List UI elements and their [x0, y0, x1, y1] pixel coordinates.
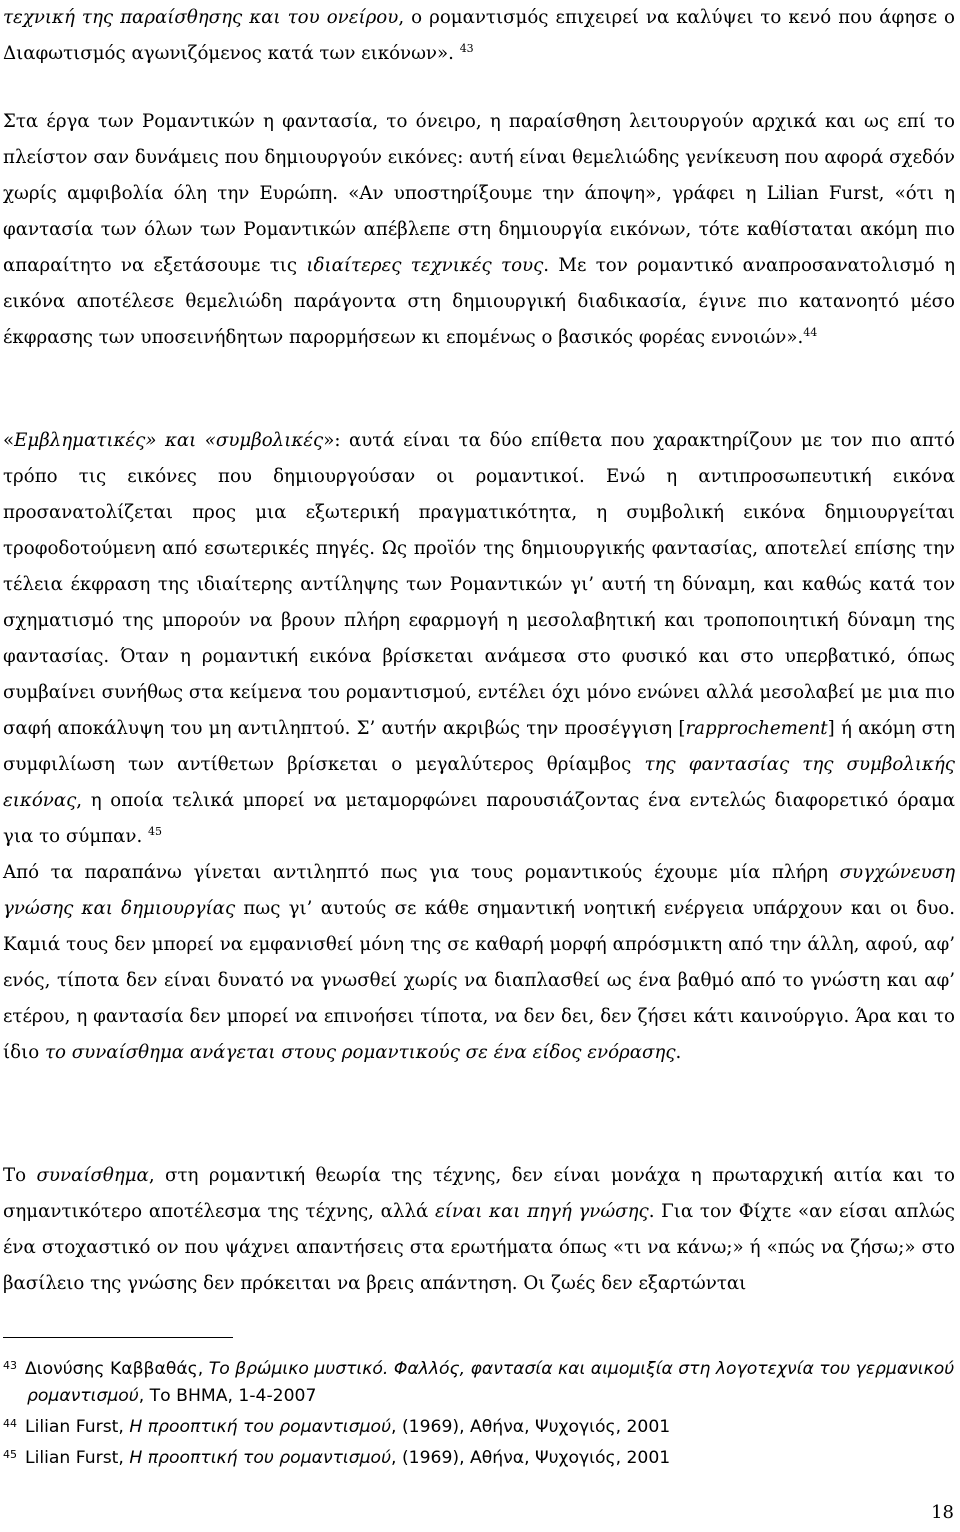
italic-text: Εμβληματικές» και «συμβολικές — [14, 430, 324, 451]
footnote-ref[interactable]: 43 — [459, 42, 474, 55]
footnote-separator — [3, 1337, 233, 1338]
paragraph-4 — [3, 855, 955, 1071]
italic-text: Η προοπτική του ρομαντισμού — [129, 1417, 392, 1437]
text: . Με τον ρομαντικό αναπροσανατολισμό η εικόνα αποτέλεσε θεμελιώδη παράγοντα στη δημιουργική διαδικασία, έγινε πιο κατανοητό μέσο έκφρασης των υποσεινήδητων παρορμήσεων κι επομένως ο βασικός φορέας εννοιών». — [3, 255, 955, 348]
text: ] ή ακόμη στη συμφιλίωση των αντίθετων βρίσκεται ο μεγαλύτερος θρίαμβος — [3, 718, 955, 775]
text: , ο ρομαντισμός επιχειρεί να καλύψει το κενό που άφησε ο Διαφωτισμός αγωνιζόμενος κατά των εικόνων». — [3, 7, 955, 64]
italic-text: της φαντασίας της συμβολικής εικόνας — [3, 754, 955, 811]
text: Από τα παραπάνω γίνεται αντιληπτό πως για τους ρομαντικούς έχουμε μία πλήρη — [3, 862, 840, 883]
text: Lilian Furst, — [25, 1448, 130, 1468]
footnote-45 — [3, 1441, 955, 1472]
footnote-number: 45 — [3, 1448, 17, 1461]
text: , (1969), Αθήνα, Ψυχογιός, 2001 — [391, 1448, 671, 1468]
text: , η οποία τελικά μπορεί να μεταμορφώνει παρουσιάζοντας ένα εντελώς διαφορετικό όραμα για το σύμπαν. — [3, 790, 955, 847]
footnotes — [3, 1352, 955, 1472]
paragraph-2 — [3, 104, 955, 356]
paragraph-5 — [3, 1158, 955, 1302]
paragraph-3 — [3, 423, 955, 855]
page-number: 18 — [931, 1502, 954, 1523]
text: . Για τον Φίχτε «αν είσαι απλώς ένα στοχαστικό ον που ψάχνει απαντήσεις στα ερωτήματα όπως «τι να κάνω;» ή «πώς να ζήσω;» στο βασίλειο της γνώσης δεν πρόκειται να βρεις απάντηση. Οι ζωές δεν εξαρτώνται — [3, 1201, 955, 1294]
italic-text: rapprochement — [685, 718, 828, 739]
footnote-ref[interactable]: 44 — [803, 326, 818, 339]
footnote-44 — [3, 1410, 955, 1441]
footnote-number: 44 — [3, 1417, 17, 1430]
footnote-43 — [3, 1352, 955, 1410]
italic-text: Το βρώμικο μυστικό. Φαλλός, φαντασία και αιμομιξία στη λογοτεχνία του γερμανικού ρομαντισμού — [27, 1359, 955, 1406]
text: , (1969), Αθήνα, Ψυχογιός, 2001 — [391, 1417, 671, 1437]
text: . — [675, 1042, 682, 1063]
text: , Το ΒΗΜΑ, 1-4-2007 — [138, 1386, 317, 1406]
italic-text: το συναίσθημα ανάγεται στους ρομαντικούς σε ένα είδος ενόρασης — [44, 1042, 676, 1063]
italic-text: τεχνική της παραίσθησης και του ονείρου — [3, 7, 399, 28]
text: Στα έργα των Ρομαντικών η φαντασία, το όνειρο, η παραίσθηση λειτουργούν αρχικά και ως επί το πλείστον σαν δυνάμεις που δημιουργούν εικόνες: αυτή είναι θεμελιώδης γενίκευση που αφορά σχεδόν χωρίς αμφιβολία όλη την Ευρώπη. «Αν υποστηρίξουμε την άποψη», γράφει η Lilian Furst, «ότι η φαντασία των όλων των Ρομαντικών απέβλεπε στη δημιουργία εικόνων, τότε καθίσταται ακόμη πιο απαραίτητο να εξετάσουμε τις — [3, 111, 955, 276]
footnote-ref[interactable]: 45 — [148, 825, 163, 838]
text: Lilian Furst, — [25, 1417, 130, 1437]
text: Διονύσης Καββαθάς, — [25, 1359, 209, 1379]
italic-text: Η προοπτική του ρομαντισμού — [129, 1448, 392, 1468]
text: Το — [3, 1165, 37, 1186]
footnote-number: 43 — [3, 1359, 17, 1372]
italic-text: είναι και πηγή γνώσης — [434, 1201, 649, 1222]
text: »: αυτά είναι τα δύο επίθετα που χαρακτηρίζουν με τον πιο απτό τρόπο τις εικόνες που δημιουργούσαν οι ρομαντικοί. Ενώ η αντιπροσωπευτική εικόνα προσανατολίζεται προς μια εξωτερική πραγματικότητα, η συμβολική εικόνα δημιουργείται τροφοδοτούμενη από εσωτερικές πηγές. Ως προϊόν της δημιουργικής φαντασίας, αποτελεί επίσης την τέλεια έκφραση της ιδιαίτερης αντίληψης των Ρομαντικών γι’ αυτή τη δύναμη, και καθώς κατά τον σχηματισμό της μπορούν να βρουν πλήρη εφαρμογή η μεσολαβητική και τροποποιητική δύναμη της φαντασίας. Όταν η ρομαντική εικόνα βρίσκεται ανάμεσα στο φυσικό και στο υπερβατικό, όπως συμβαίνει συνήθως στα κείμενα του ρομαντισμού, εντέλει όχι μόνο ενώνει αλλά μεσολαβεί με μια πιο σαφή αποκάλυψη του μη αντιληπτού. Σ’ αυτήν ακριβώς την προσέγγιση [ — [3, 430, 955, 739]
paragraph-1 — [3, 0, 955, 72]
text: , στη ρομαντική θεωρία της τέχνης, δεν είναι μονάχα η πρωταρχική αιτία και το σημαντικότερο αποτέλεσμα της τέχνης, αλλά — [3, 1165, 955, 1222]
italic-text: ιδιαίτερες τεχνικές τους — [306, 255, 544, 276]
text: πως γι’ αυτούς σε κάθε σημαντική νοητική ενέργεια υπάρχουν και οι δυο. Καμιά τους δεν μπορεί να εμφανισθεί μόνη της σε καθαρή μορφή απρόσμικτη από την άλλη, αφού, αφ’ ενός, τίποτα δεν είναι δυνατό να γνωσθεί χωρίς να διαπλασθεί ως ένα βαθμό από το γνώστη και αφ’ ετέρου, η φαντασία δεν μπορεί να επινοήσει τίποτα, να δεν δει, δεν ζήσει κάτι καινούργιο. Άρα και το ίδιο — [3, 898, 955, 1063]
text: « — [3, 430, 15, 451]
italic-text: συγχώνευση γνώσης και δημιουργίας — [3, 862, 955, 919]
italic-text: συναίσθημα — [36, 1165, 149, 1186]
